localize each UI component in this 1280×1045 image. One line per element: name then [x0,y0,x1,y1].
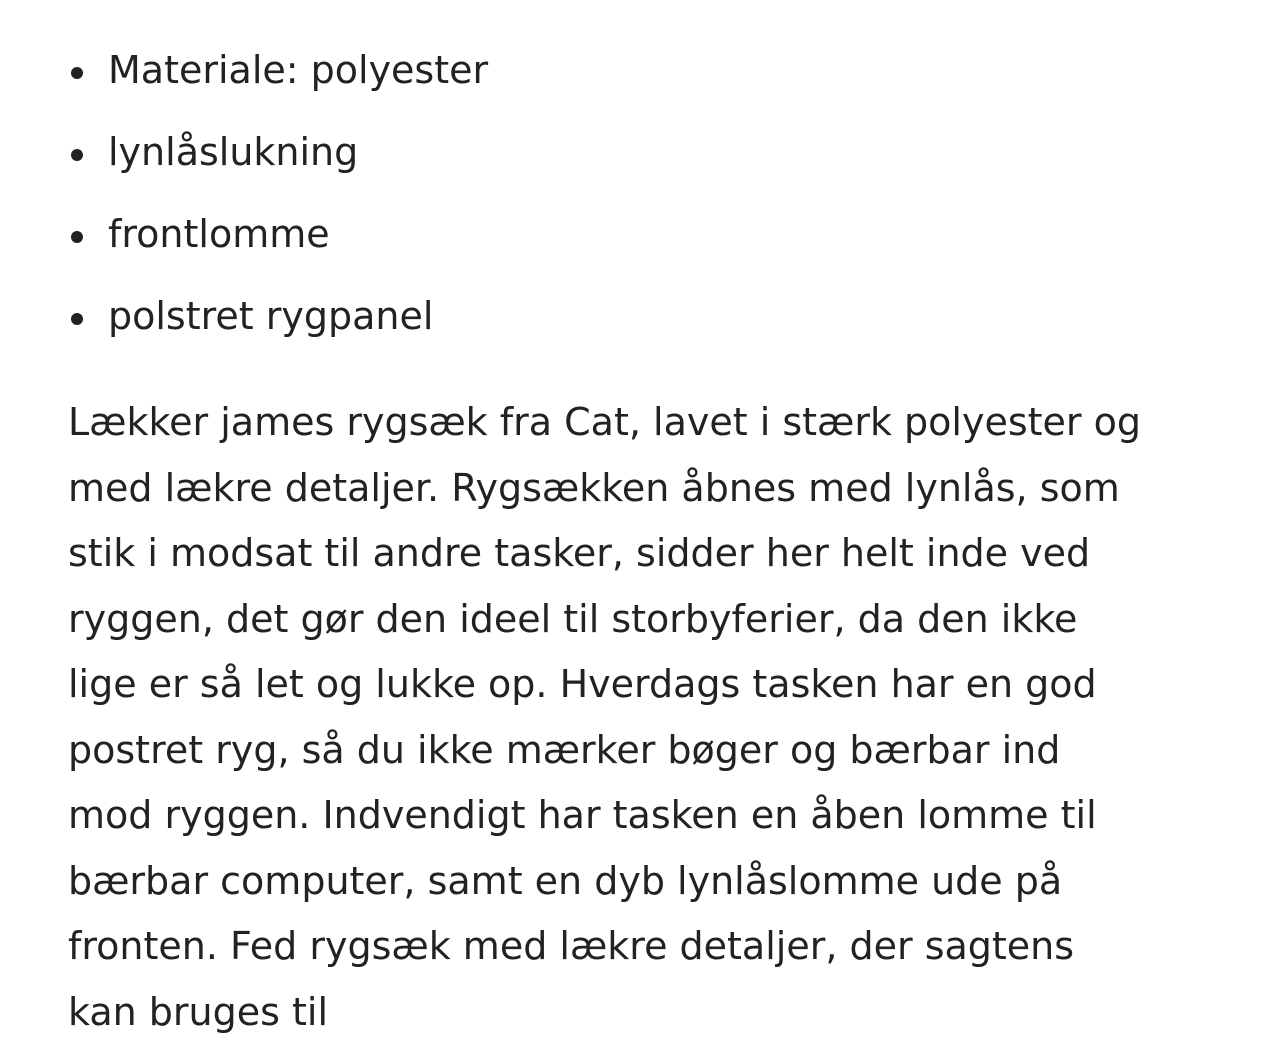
list-item [0,209,1200,291]
list-item [0,127,1200,209]
feature-label: frontlomme [108,212,330,256]
description-paragraph: Lækker james rygsæk fra Cat, lavet i stærk polyester og med lækre detaljer. Rygsækken åbnes med lynlås, som stik i modsat til andre tasker, sidder her helt inde ved ryggen, det gør den ideel til storbyferier, da den ikke lige er så let og lukke op. Hverdags tasken har en god postret ryg, så du ikke mærker bøger og bærbar ind mod ryggen. Indvendigt har tasken en åben lomme til bærbar computer, samt en dyb lynlåslomme ude på fronten. Fed rygsæk med lækre detaljer, der sagtens kan bruges til [68,400,1141,1034]
bullet-icon [71,231,83,243]
feature-label: lynlåslukning [108,130,359,174]
feature-label [108,0,895,1]
list-item [0,45,1200,127]
feature-label: polstret rygpanel [108,294,434,338]
list-item [0,291,1200,373]
bullet-icon [71,149,83,161]
feature-label: Materiale: polyester [108,48,489,92]
bullet-icon [71,67,83,79]
list-item [0,0,1200,33]
bullet-icon [71,313,83,325]
